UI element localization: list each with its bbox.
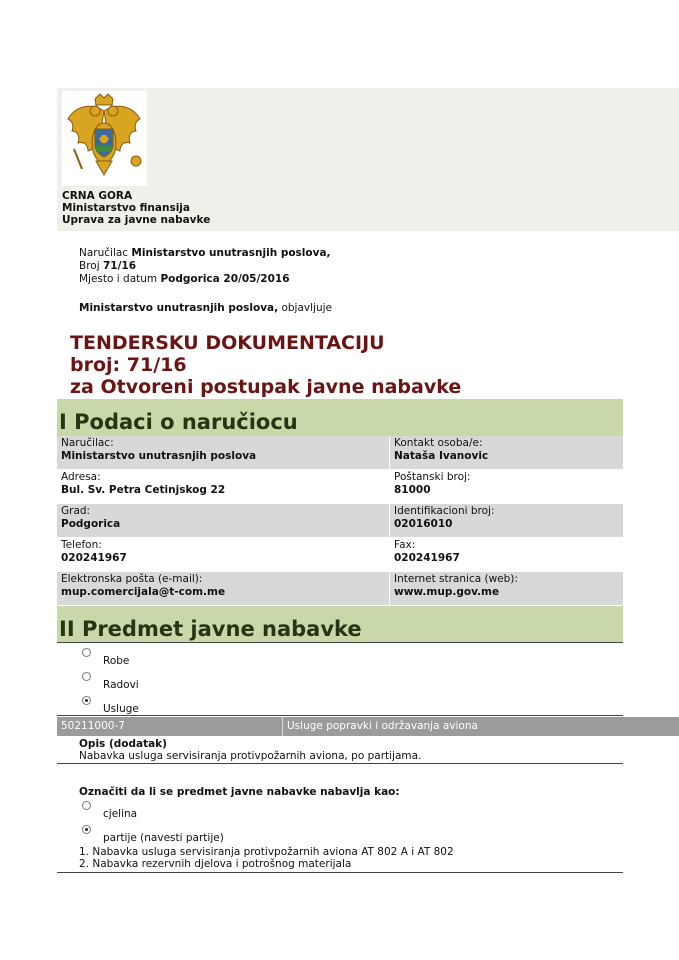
client-label: Naručilac [79, 247, 129, 259]
procure-as-label: partije (navesti partije) [103, 832, 224, 844]
doc-title-line1: TENDERSKU DOKUMENTACIJU [70, 332, 385, 354]
field-value: 81000 [394, 483, 431, 496]
field-label: Kontakt osoba/e: [394, 437, 483, 449]
procurement-type-radio[interactable] [82, 696, 91, 705]
client-field-left [57, 538, 389, 571]
publisher-line [79, 302, 332, 315]
divider [57, 715, 623, 716]
procurement-type-label: Robe [103, 655, 130, 667]
divider [57, 872, 623, 873]
divider [57, 642, 623, 643]
field-value: Ministarstvo unutrasnjih poslova [61, 449, 257, 462]
procure-as-radio[interactable] [82, 825, 91, 834]
procurement-type-radio[interactable] [82, 672, 91, 681]
field-label: Telefon: [61, 539, 102, 551]
procurement-type-label: Usluge [103, 703, 139, 715]
number-line [79, 260, 136, 273]
cpv-separator [282, 717, 283, 736]
client-field-right [390, 538, 623, 571]
header-ministry: Ministarstvo finansija [62, 202, 190, 214]
field-value: Nataša Ivanovic [394, 449, 489, 462]
procurement-type-label: Radovi [103, 679, 139, 691]
cpv-code: 50211000-7 [61, 720, 125, 732]
place-date-label: Mjesto i datum [79, 273, 158, 285]
field-label: Naručilac: [61, 437, 114, 449]
section2-heading: II Predmet javne nabavke [57, 606, 623, 643]
field-value: mup.comercijala@t-com.me [61, 585, 226, 598]
field-label: Elektronska pošta (e-mail): [61, 573, 203, 585]
field-value: 02016010 [394, 517, 453, 530]
field-value: Podgorica [61, 517, 121, 530]
cpv-description: Usluge popravki i održavanja aviona [287, 720, 478, 732]
field-label: Adresa: [61, 471, 101, 483]
doc-title-line3: za Otvoreni postupak javne nabavke [70, 376, 462, 398]
lot-item-2: 2. Nabavka rezervnih djelova i potrošnog materijala [79, 858, 352, 870]
publisher-name: Ministarstvo unutrasnjih poslova, [79, 302, 279, 314]
field-label: Poštanski broj: [394, 471, 471, 483]
place-date-value: Podgorica 20/05/2016 [160, 273, 290, 285]
client-field-right [390, 470, 623, 503]
procurement-type-radio[interactable] [82, 648, 91, 657]
doc-title-line2: broj: 71/16 [70, 354, 187, 376]
client-field-right [390, 436, 623, 469]
field-label: Internet stranica (web): [394, 573, 518, 585]
divider [57, 763, 623, 764]
procure-as-radio[interactable] [82, 801, 91, 810]
client-field-left [57, 504, 389, 537]
client-field-left [57, 572, 389, 605]
procure-question: Označiti da li se predmet javne nabavke nabavlja kao: [79, 786, 400, 798]
header-office: Uprava za javne nabavke [62, 214, 211, 226]
client-field-left [57, 436, 389, 469]
field-label: Identifikacioni broj: [394, 505, 495, 517]
field-value: 020241967 [394, 551, 460, 564]
place-date-line [79, 273, 290, 286]
description-heading: Opis (dodatak) [79, 738, 167, 750]
field-value: 020241967 [61, 551, 127, 564]
field-label: Grad: [61, 505, 91, 517]
field-label: Fax: [394, 539, 416, 551]
number-label: Broj [79, 260, 100, 272]
logo [62, 91, 147, 186]
coat-of-arms-icon [62, 91, 147, 186]
number-value: 71/16 [102, 260, 137, 272]
client-value: Ministarstvo unutrasnjih poslova, [131, 247, 331, 259]
client-field-left [57, 470, 389, 503]
header-country: CRNA GORA [62, 190, 133, 202]
client-line [79, 247, 331, 260]
field-value: www.mup.gov.me [394, 585, 500, 598]
section1-heading: I Podaci o naručiocu [57, 399, 623, 436]
publisher-suffix: objavljuje [281, 302, 332, 314]
field-value: Bul. Sv. Petra Cetinjskog 22 [61, 483, 226, 496]
description-text: Nabavka usluga servisiranja protivpožarnih aviona, po partijama. [79, 750, 422, 762]
client-field-right [390, 572, 623, 605]
client-field-right [390, 504, 623, 537]
procure-as-label: cjelina [103, 808, 138, 820]
lot-item-1: 1. Nabavka usluga servisiranja protivpožarnih aviona AT 802 A i AT 802 [79, 846, 454, 858]
